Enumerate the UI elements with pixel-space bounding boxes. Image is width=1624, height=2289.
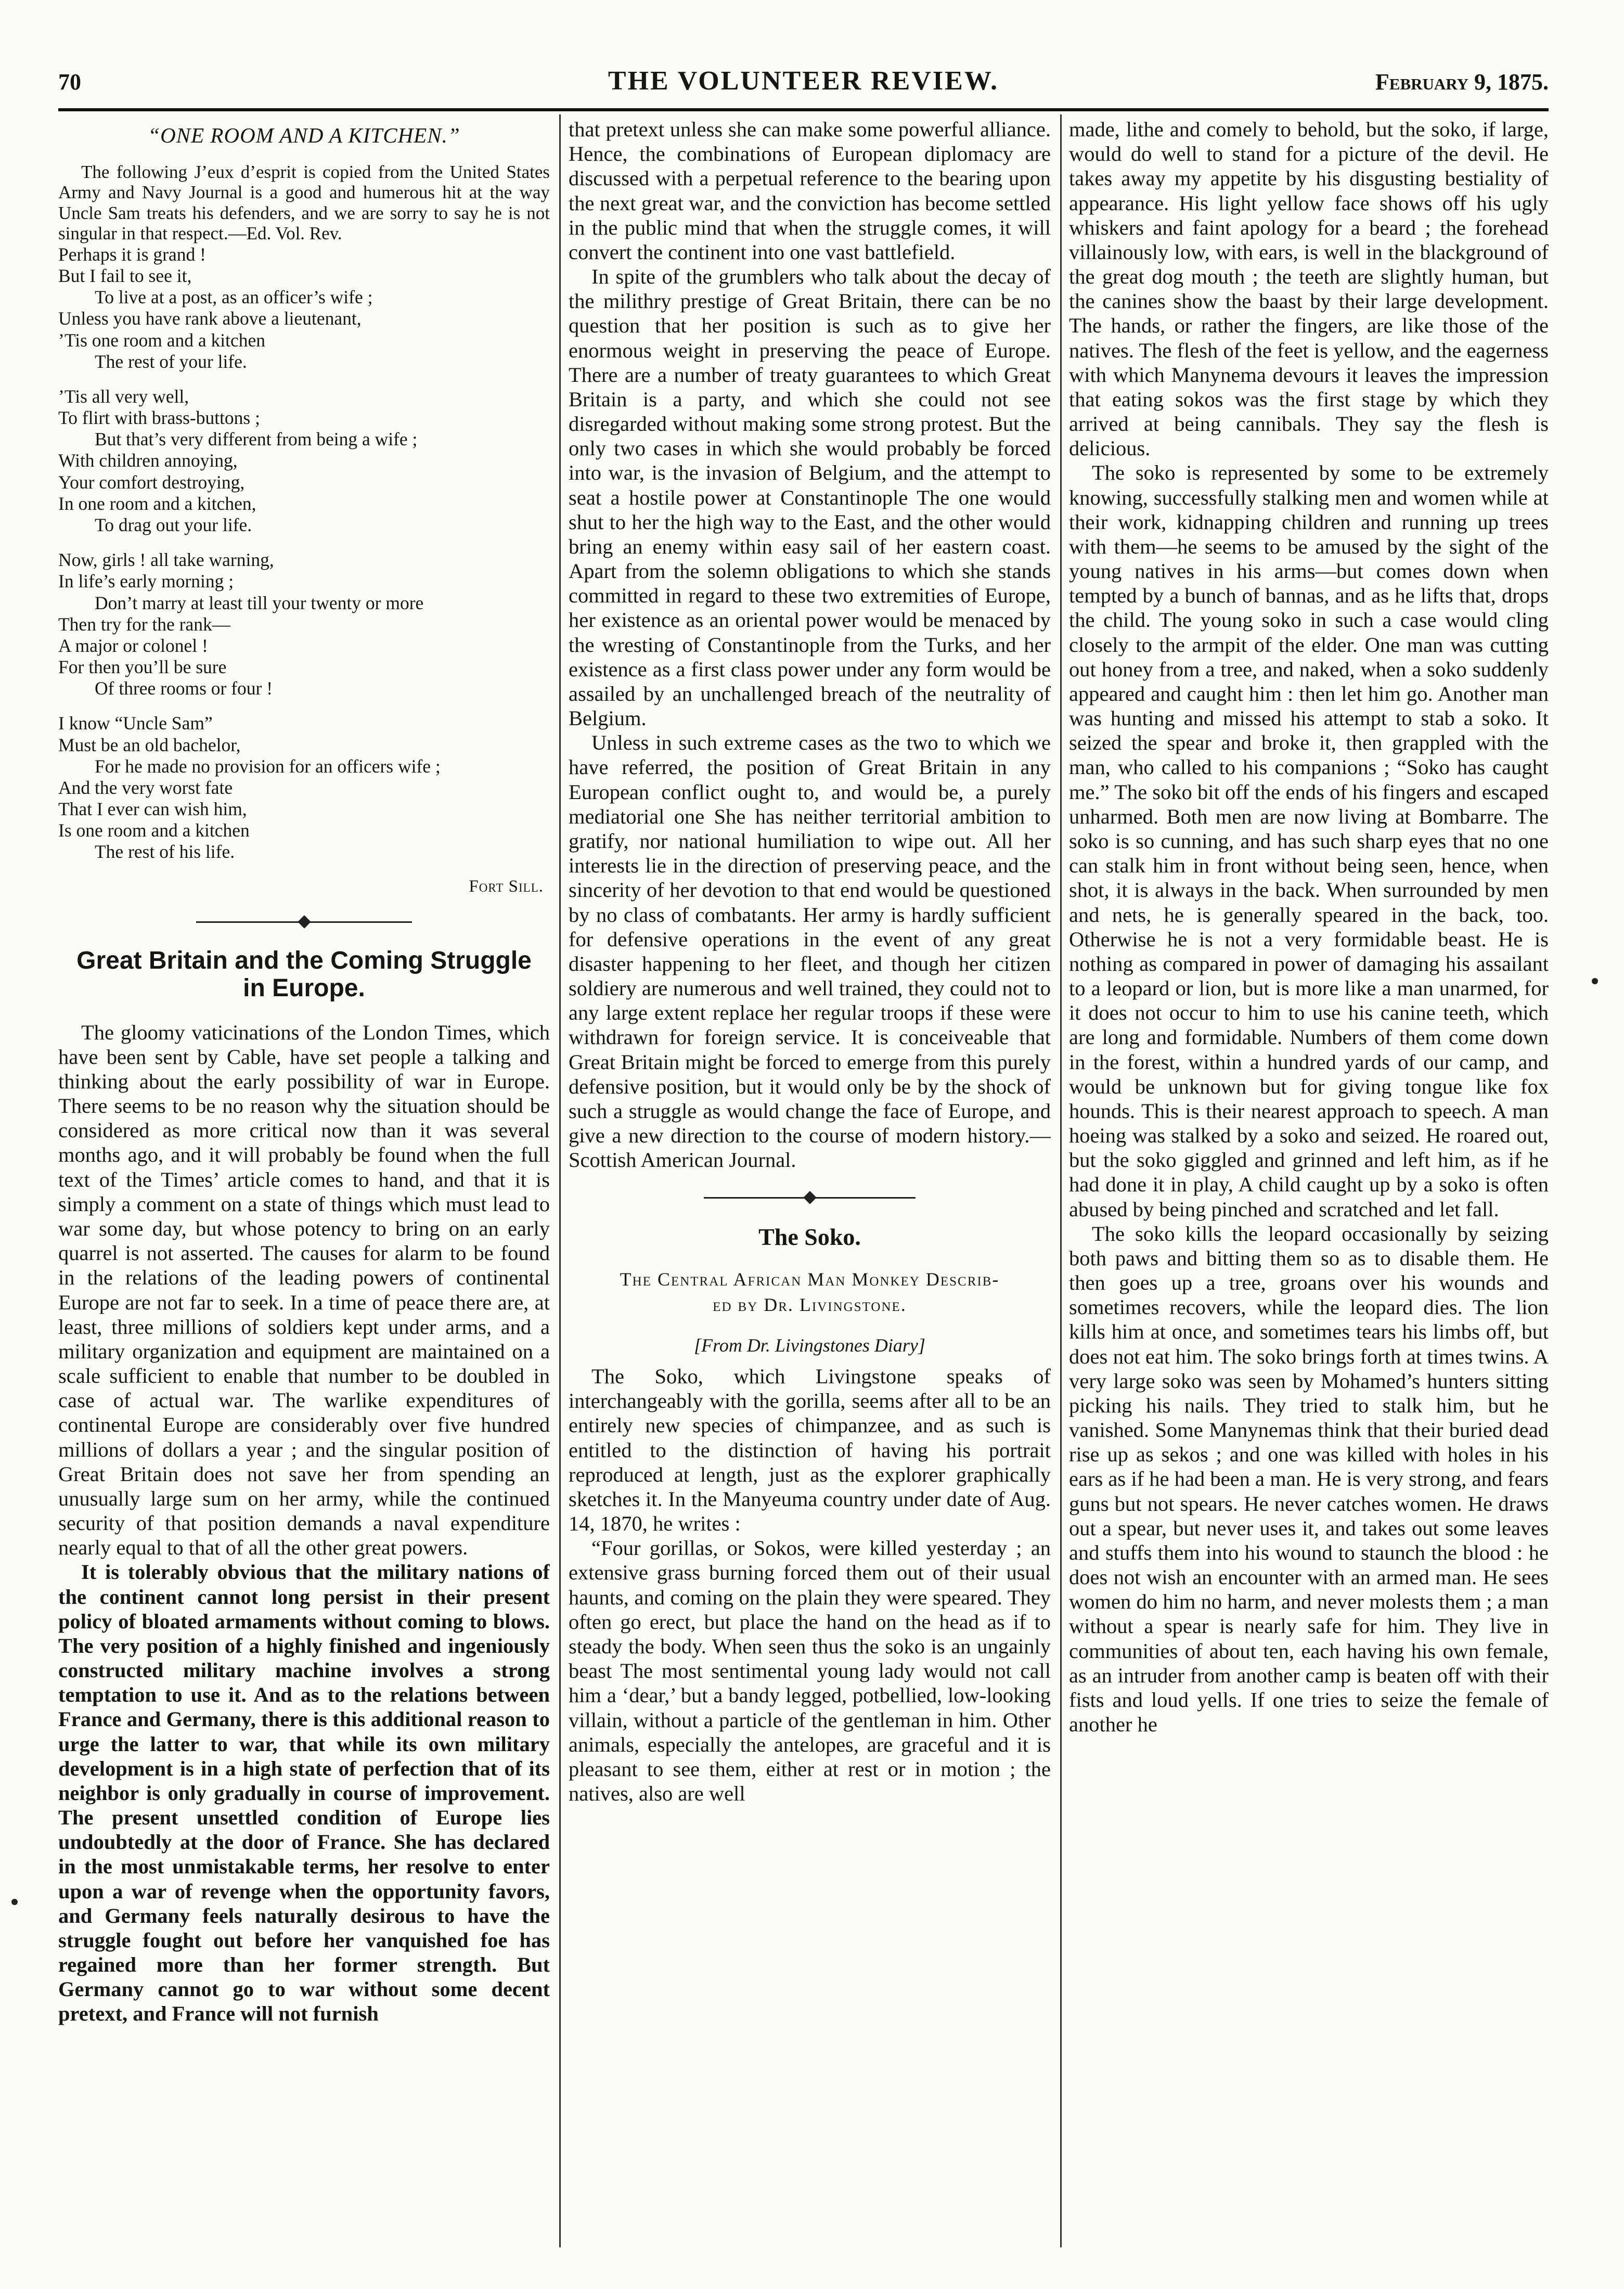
header-rule <box>58 108 1549 111</box>
poem-line: To flirt with brass-buttons ; <box>58 407 260 429</box>
article-paragraph: made, lithe and comely to behold, but the soko, if large, would do well to stand for a picture of the devil. He takes away my appetite by his disgusting bestiality of appearance. His light yellow face shows off his ugly whiskers and faint apology for a beard ; the forehead villainously low, with ears, is well in the blackground of the great dog mouth ; the teeth are slightly human, but the canines show the baast by their large development. The hands, or rather the fingers, are like those of the natives. The flesh of the feet is yellow, and the eagerness with which Manynema devours it leaves the impression that eating sokos was the first stage by which they arrived at being cannibals. They say the flesh is delicious. <box>1069 118 1549 460</box>
masthead: THE VOLUNTEER REVIEW. <box>608 66 999 96</box>
poem-line: ’Tis all very well, <box>58 385 189 407</box>
poem-line: That I ever can wish him, <box>58 799 247 820</box>
poem-line: ’Tis one room and a kitchen <box>58 329 266 351</box>
soko-title: The Soko. <box>758 1224 861 1251</box>
issue-date: February 9, 1875. <box>1375 69 1549 95</box>
column-divider-2 <box>1060 114 1062 2247</box>
poem-line: Must be an old bachelor, <box>58 734 241 755</box>
poem-line: Don’t marry at least till your twenty or more <box>95 592 424 613</box>
poem-line: Unless you have rank above a lieutenant, <box>58 308 362 329</box>
poem-signature: Fort Sill. <box>469 877 544 896</box>
poem-title: “ONE ROOM AND A KITCHEN.” <box>148 123 460 147</box>
article-body <box>58 1020 550 2026</box>
poem-line: But that’s very different from being a wife ; <box>95 429 418 450</box>
poem-line: Perhaps it is grand ! <box>58 243 206 265</box>
page-number: 70 <box>58 69 81 95</box>
article-paragraph: The Soko, which Livingstone speaks of interchangeably with the gorilla, seems after all to be an entirely new species of chimpanzee, and as such is entitled to the distinction of having his portrait reproduced at length, just as the explorer graphically sketches it. In the Manyeuma country under date of Aug. 14, 1870, he writes : <box>569 1365 1051 1536</box>
column-2 <box>569 117 1051 2255</box>
poem-line: A major or colonel ! <box>58 635 208 656</box>
article-paragraph: The gloomy vaticinations of the London Times, which have been sent by Cable, have set people a talking and thinking about the early possibility of war in Europe. There seems to be no reason why the situation should be considered as more critical now than it was several months ago, and it will probably be found when the full text of the Times’ article comes to hand, and that it is simply a comment on a state of things which must lead to war some day, but whose potency to bring on an early quarrel is not asserted. The causes for alarm to be found in the relations of the leading powers of continental Europe are not far to seek. In a time of peace there are, at least, three millions of soldiers kept under arms, and a military organization and equipment are maintained on a scale sufficient to enable that number to be doubled in case of actual war. The warlike expenditures of continental Europe are considerably over five hundred millions of dollars a year ; and the singular position of Great Britain does not save her from spending an unusually large sum on her army, while the continued security of that position demands a naval expenditure nearly equal to that of all the other great powers. <box>58 1020 550 1560</box>
poem-line: Then try for the rank— <box>58 613 231 635</box>
soko-subhead <box>569 1267 1051 1317</box>
editor-note: The following J’eux d’esprit is copied from the United States Army and Navy Journal is a good and humerous hit at the way Uncle Sam treats his defenders, and we are sorry to say he is not singular in that respect.—Ed. Vol. Rev. <box>58 161 550 244</box>
section-ornament <box>58 917 550 927</box>
article-title-line-2: in Europe. <box>243 974 365 1002</box>
page-header <box>58 62 1549 104</box>
column-1 <box>58 117 550 2255</box>
poem-line: And the very worst fate <box>58 777 233 798</box>
margin-dot <box>1592 978 1598 984</box>
article-title <box>58 947 550 1002</box>
soko-subhead-line-1: The Central African Man Monkey Describ- <box>620 1268 1000 1290</box>
poem-line: Of three rooms or four ! <box>95 678 273 699</box>
column-3 <box>1069 117 1549 2255</box>
poem-line: For then you’ll be sure <box>58 657 227 678</box>
article-paragraph: that pretext unless she can make some powerful alliance. Hence, the combinations of European diplomacy are discussed with a perpetual reference to the bearing upon the next great war, and the conviction has become settled in the public mind that when the struggle comes, it will convert the continent into one vast battlefield. <box>569 118 1051 264</box>
poem-stanza <box>58 713 550 863</box>
soko-source: [From Dr. Livingstones Diary] <box>694 1335 925 1356</box>
poem-stanza <box>58 386 550 536</box>
poem-line: The rest of his life. <box>95 841 235 863</box>
article-paragraph: In spite of the grumblers who talk about the decay of the milithry prestige of Great Britain, there can be no question that her position is such as to give her enormous weight in preserving the peace of Europe. There are a number of treaty guarantees to which Great Britain is a party, and which she could not see disregarded without making some strong protest. But the only two cases in which she would probably be forced into war, is the invasion of Belgium, and the attempt to seat a hostile power at Constantinople The one would shut to her the high way to the East, and the other would bring an enemy within easy sail of her eastern coast. Apart from the solemn obligations to which she stands committed in regard to these two extremities of Europe, her existence as an oriental power would be menaced by the wresting of Constantinople from the Turks, and her existence as a first class power under any form would be assailed by an unchallenged breach of the neutrality of Belgium. <box>569 265 1051 730</box>
article-paragraph: The soko is represented by some to be extremely knowing, successfully stalking men and women while at their work, kidnapping children and running up trees with them—he seems to be amused by the sight of the young natives in his arms—but comes down when tempted by a bunch of bannas, and as he lifts that, drops the child. The young soko in such a case would cling closely to the armpit of the elder. One man was cutting out honey from a tree, and naked, when a soko suddenly appeared and caught him : then let him go. Another man was hunting and missed his attempt to stab a soko. It seized the spear and broke it, then grappled with the man, who called to his companions ; “Soko has caught me.” The soko bit off the ends of his fingers and escaped unharmed. Both men are now living at Bombarre. The soko is so cunning, and has such sharp eyes that no one can stalk him in front without being seen, hence, when shot, it is always in the back. When surrounded by men and nets, he is generally speared in the back, too. Otherwise he is not a very formidable beast. He is nothing as compared in power of damaging his assailant to a leopard or lion, but is more like a man unarmed, for it does not occur to him to use his canine teeth, which are long and formidable. Numbers of them come down in the forest, within a hundred yards of our camp, and would be unknown but for giving tongue like fox hounds. This is their nearest approach to speech. A man hoeing was stalked by a soko and seized. He roared out, but the soko giggled and grinned and left him, as if he had done it in play, A child caught up by a soko is often abused by being pinched and scratched and let fall. <box>1069 461 1549 1221</box>
soko-subhead-line-2: ed by Dr. Livingstone. <box>713 1294 907 1315</box>
article-title-line-1: Great Britain and the Coming Struggle <box>76 947 532 975</box>
poem-line: In one room and a kitchen, <box>58 493 256 514</box>
poem-line: With children annoying, <box>58 450 238 471</box>
poem-line: Your comfort destroying, <box>58 471 245 493</box>
poem-stanza <box>58 549 550 699</box>
article-paragraph: The soko kills the leopard occasionally by seizing both paws and bitting them so as to disable them. He then goes up a tree, groans over his wounds and sometimes recovers, while the leopard dies. The lion kills him at once, and sometimes tears his limbs off, but does not eat him. The soko brings forth at times twins. A very large soko was seen by Mohamed’s hunters sitting picking his nails. They tried to stalk him, but he vanished. Some Manynemas think that their buried dead rise up as sekos ; and one was killed with holes in his ears as if he had been a man. He is very strong, and fears guns but not spears. He never catches women. He draws out a spear, but never uses it, and takes out some leaves and stuffs them into his wound to staunch the blood : he does not wish an encounter with an armed man. He sees women do him no harm, and never molests them ; a man without a spear is nearly safe for him. They live in communities of about ten, each having his own female, as an intruder from another camp is beaten off with their fists and loud yells. If one tries to seize the female of another he <box>1069 1221 1549 1737</box>
poem-line: For he made no provision for an officers wife ; <box>95 755 441 777</box>
poem <box>58 244 550 863</box>
section-ornament <box>569 1193 1051 1202</box>
poem-line: The rest of your life. <box>95 351 247 372</box>
poem-stanza <box>58 244 550 372</box>
article-paragraph: Unless in such extreme cases as the two to which we have referred, the position of Great Britain in any European conflict ought to, and would be, a purely mediatorial one She has neither territorial ambition to gratify, nor national humiliation to wipe out. All her interests lie in the direction of preserving peace, and the sincerity of her devotion to that end would be questioned by no class of combatants. Her army is hardly sufficient for defensive operations in the event of any great disaster happening to her fleet, and though her citizen soldiery are numerous and well trained, they could not to any large extent replace her regular troops if these were withdrawn for foreign service. It is conceiveable that Great Britain might be forced to emerge from this purely defensive position, but it would only be by the shock of such a struggle as would change the face of Europe, and give a new direction to the course of modern history.—Scottish American Journal. <box>569 731 1051 1172</box>
poem-line: Now, girls ! all take warning, <box>58 549 274 571</box>
poem-line: To drag out your life. <box>95 515 252 535</box>
poem-line: I know “Uncle Sam” <box>58 713 213 734</box>
article-paragraph: It is tolerably obvious that the military nations of the continent cannot long persist in their present policy of bloated armaments without coming to blows. The very position of a highly finished and ingeniously constructed military machine involves a strong temptation to use it. And as to the relations between France and Germany, there is this additional reason to urge the latter to war, that while its own military development is in a high state of perfection that of its neighbor is only gradually in course of improvement. The present unsettled condition of Europe lies undoubtedly at the door of France. She has declared in the most unmistakable terms, her resolve to enter upon a war of revenge when the opportunity favors, and Germany feels naturally desirous to have the struggle fought out before her vanquished foe has regained more than her former strength. But Germany cannot go to war without some decent pretext, and France will not furnish <box>58 1560 550 2026</box>
poem-line: But I fail to see it, <box>58 265 192 287</box>
article-paragraph: “Four gorillas, or Sokos, were killed yesterday ; an extensive grass burning forced them out of their usual haunts, and coming on the plain they were speared. They often go erect, but place the hand on the head as if to steady the body. When seen thus the soko is an ungainly beast The most sentimental young lady would not call him a ‘dear,’ but a bandy legged, potbellied, low-looking villain, without a particle of the gentleman in him. Other animals, especially the antelopes, are graceful and it is pleasant to see them, either at rest or in motion ; the natives, also are well <box>569 1536 1051 1806</box>
poem-line: In life’s early morning ; <box>58 571 234 592</box>
margin-dot <box>11 1899 18 1905</box>
poem-line: To live at a post, as an officer’s wife ; <box>95 287 373 308</box>
poem-line: Is one room and a kitchen <box>58 820 250 841</box>
column-divider-1 <box>559 114 561 2247</box>
